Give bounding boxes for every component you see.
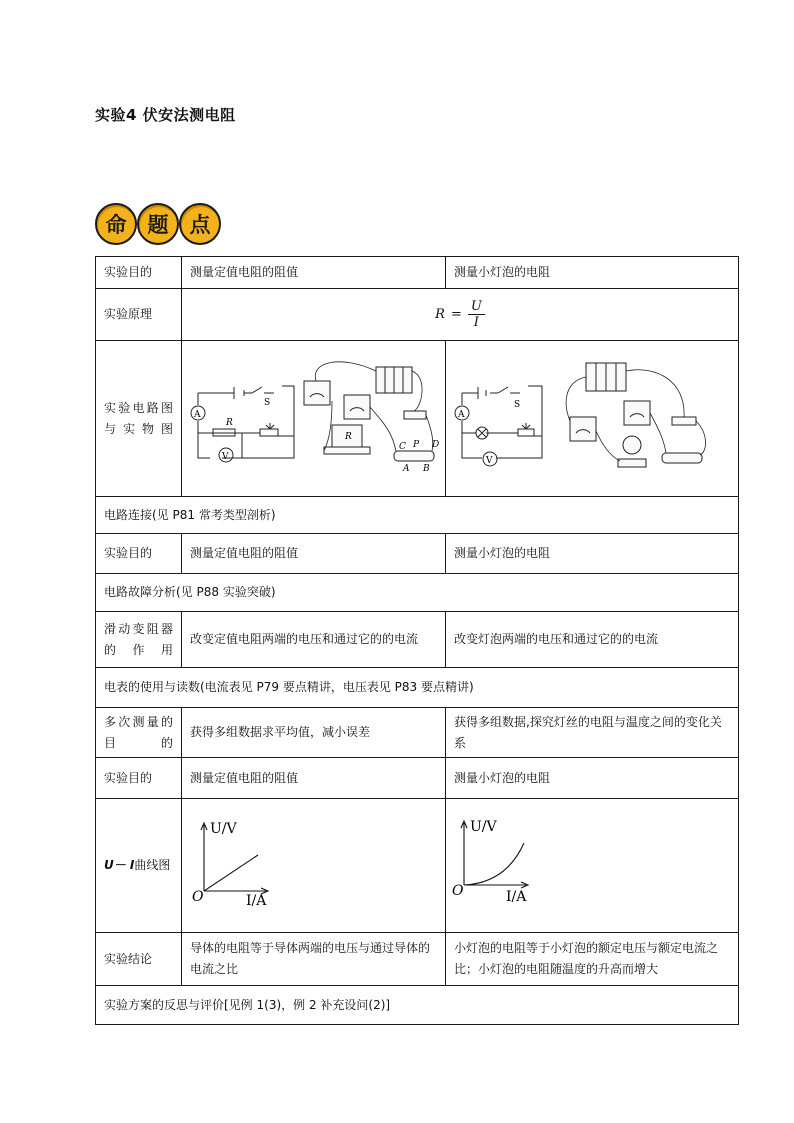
row-conclusion [96, 933, 739, 986]
ui-graph-bulb-cell [446, 799, 739, 933]
resistor-circuit-diagram [182, 341, 444, 489]
row-reflection [96, 986, 739, 1025]
circuit-resistor-cell [182, 341, 446, 497]
purpose-resistor-3: 测量定值电阻的阻值 [182, 758, 446, 799]
conclusion-bulb: 小灯泡的电阻等于小灯泡的额定电压与额定电流之比；小灯泡的电阻随温度的升高而增大 [446, 933, 739, 986]
graph2-origin: O [452, 883, 464, 899]
purpose-bulb-2: 测量小灯泡的电阻 [446, 534, 739, 574]
bulb-ammeter-label: A [458, 410, 465, 420]
row-purpose-3 [96, 758, 739, 799]
ohm-law-formula [435, 299, 485, 330]
bulb-switch-label: S [514, 400, 521, 410]
topic-badge [95, 203, 225, 245]
row-connection [96, 497, 739, 534]
purpose-bulb-3: 测量小灯泡的电阻 [446, 758, 739, 799]
terminal-a: A [403, 464, 410, 474]
switch-label: S [264, 398, 271, 408]
bulb-voltmeter-label: V [486, 456, 493, 466]
badge-char-3: 点 [179, 203, 221, 245]
bulb-circuit-diagram [446, 341, 737, 489]
rheostat-resistor: 改变定值电阻两端的电压和通过它的的电流 [182, 612, 446, 668]
principle-label: 实验原理 [96, 289, 182, 341]
ui-graph-linear [182, 799, 444, 925]
purpose-label-2: 实验目的 [96, 534, 182, 574]
multi-resistor: 获得多组数据求平均值，减小误差 [182, 708, 446, 758]
meters-note: 电表的使用与读数(电流表见 P79 要点精讲，电压表见 P83 要点精讲) [96, 668, 739, 708]
row-purpose-1 [96, 257, 739, 289]
multi-bulb: 获得多组数据,探究灯丝的电阻与温度之间的变化关系 [446, 708, 739, 758]
row-multi [96, 708, 739, 758]
circuit-bulb-cell [446, 341, 739, 497]
rheostat-resistor-label: R [345, 432, 352, 442]
connection-note: 电路连接(见 P81 常考类型剖析) [96, 497, 739, 534]
row-rheostat [96, 612, 739, 668]
ui-curve-label [96, 799, 182, 933]
purpose-label: 实验目的 [96, 257, 182, 289]
fault-note: 电路故障分析(见 P88 实验突破) [96, 574, 739, 612]
graph1-origin: O [192, 889, 204, 905]
ui-graph-resistor-cell [182, 799, 446, 933]
formula-numerator: U [468, 299, 485, 315]
graph1-x-label: I/A [246, 893, 267, 909]
formula-eq: = [450, 307, 462, 322]
conclusion-resistor: 导体的电阻等于导体两端的电压与通过导体的电流之比 [182, 933, 446, 986]
formula-r: R [435, 307, 445, 322]
purpose-label-3: 实验目的 [96, 758, 182, 799]
voltmeter-label: V [222, 452, 229, 462]
ui-graph-curve [446, 799, 737, 925]
terminal-b: B [423, 464, 430, 474]
linear-line [204, 855, 258, 891]
row-ui-curve [96, 799, 739, 933]
graph1-y-label: U/V [210, 821, 237, 837]
purpose-resistor-2: 测量定值电阻的阻值 [182, 534, 446, 574]
ui-curve-label-rest: 曲线图 [134, 858, 171, 872]
resistor-label: R [226, 418, 233, 428]
conclusion-label: 实验结论 [96, 933, 182, 986]
purpose-resistor: 测量定值电阻的阻值 [182, 257, 446, 289]
terminal-c: C [399, 442, 406, 452]
row-purpose-2 [96, 534, 739, 574]
row-fault [96, 574, 739, 612]
circuit-label: 实验电路图与实物图 [96, 341, 182, 497]
principle-formula [182, 289, 739, 341]
graph2-y-label: U/V [470, 819, 497, 835]
terminal-d: D [432, 440, 440, 450]
experiment-table [95, 256, 739, 1025]
multi-label: 多次测量的目的 [96, 708, 182, 758]
ammeter-label: A [194, 410, 201, 420]
badge-char-2: 题 [137, 203, 179, 245]
row-principle [96, 289, 739, 341]
graph2-x-label: I/A [506, 889, 527, 905]
page-title: 实验4 伏安法测电阻 [95, 106, 236, 124]
row-meters [96, 668, 739, 708]
nonlinear-curve [464, 843, 524, 885]
badge-char-1: 命 [95, 203, 137, 245]
ui-curve-label-italic: U－ I [104, 858, 135, 872]
reflection-note: 实验方案的反思与评价[见例 1(3)，例 2 补充设问(2)] [96, 986, 739, 1025]
rheostat-bulb: 改变灯泡两端的电压和通过它的的电流 [446, 612, 739, 668]
formula-fraction [468, 299, 485, 330]
formula-denominator: I [473, 315, 479, 330]
row-circuit [96, 341, 739, 497]
terminal-p: P [413, 440, 420, 450]
rheostat-label: 滑动变阻器的作用 [96, 612, 182, 668]
purpose-bulb: 测量小灯泡的电阻 [446, 257, 739, 289]
